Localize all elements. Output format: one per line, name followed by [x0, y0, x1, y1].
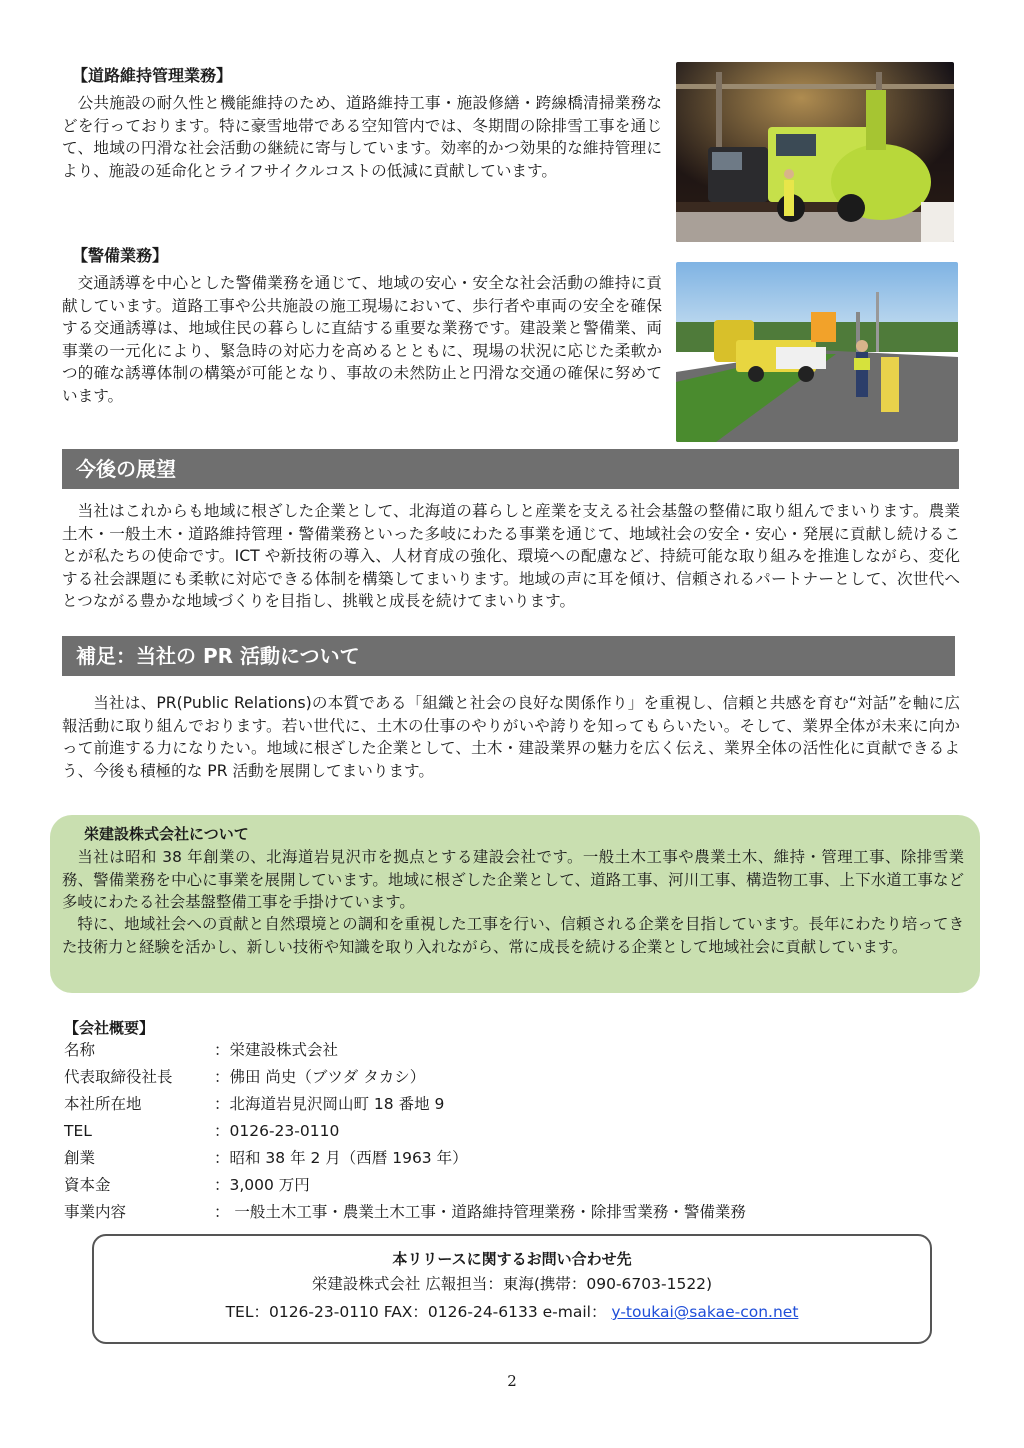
- overview-label: 本社所在地: [64, 1095, 142, 1113]
- about-company-box: [50, 815, 980, 993]
- road-section-title: 【道路維持管理業務】: [72, 66, 233, 85]
- about-company-title: 栄建設株式会社について: [84, 825, 249, 843]
- overview-label: 代表取締役社長: [64, 1068, 173, 1086]
- overview-label: 名称: [64, 1041, 96, 1059]
- contact-line-1: 栄建設株式会社 広報担当：東海(携帯：090-6703-1522): [311, 1275, 713, 1293]
- overview-title: 【会社概要】: [64, 1019, 155, 1037]
- security-section-body: 交通誘導を中心とした警備業務を通じて、地域の安心・安全な社会活動の維持に貢献しています。道路工事や公共施設の施工現場において、歩行者や車両の安全を確保する交通誘導は、地域住民の暮らしに直結する重要な業務です。建設業と警備業、両事業の一元化により、緊急時の対応力を高めるとともに、現場の状況に応じた柔軟かつ的確な誘導体制の構築が可能となり、事故の未然防止と円滑な交通の確保に努めています。: [62, 274, 662, 405]
- traffic-guidance-photo: [676, 262, 958, 442]
- contact-tel-fax: TEL：0126-23-0110 FAX：0126-24-6133 e-mail：: [225, 1303, 612, 1321]
- overview-value: ：北海道岩見沢岡山町 18 番地 9: [214, 1095, 445, 1113]
- pr-heading: 補足：当社の PR 活動について: [62, 636, 955, 676]
- outlook-body: 当社はこれからも地域に根ざした企業として、北海道の暮らしと産業を支える社会基盤の整備に取り組んでまいります。農業土木・一般土木・道路維持管理・警備業務といった多岐にわたる事業を通じて、地域社会の安全・安心・発展に貢献し続けることが私たちの使命です。ICT や新技術の導入、人材育成の強化、環境への配慮など、持続可能な取り組みを推進しながら、変化する社会課題にも柔軟に対応できる体制を構築してまいります。地域の声に耳を傾け、信頼されるパートナーとして、次世代へとつながる豊かな地域づくりを目指し、挑戦と成長を続けてまいります。: [62, 502, 960, 610]
- overview-label: 資本金: [64, 1176, 111, 1194]
- overview-label: 創業: [64, 1149, 96, 1167]
- page-number: 2: [507, 1372, 517, 1390]
- overview-value: ：栄建設株式会社: [214, 1041, 339, 1059]
- security-section-title: 【警備業務】: [72, 246, 169, 265]
- contact-email-link[interactable]: y-toukai@sakae-con.net: [611, 1303, 799, 1321]
- overview-value: ：佛田 尚史（ブツダ タカシ）: [214, 1068, 426, 1086]
- overview-label: TEL: [64, 1122, 92, 1140]
- about-company-para-1: 当社は昭和 38 年創業の、北海道岩見沢市を拠点とする建設会社です。一般土木工事や農業土木、維持・管理工事、除排雪業務、警備業務を中心に事業を展開しています。地域に根ざした企業として、道路工事、河川工事、構造物工事、上下水道工事など多岐にわたる社会基盤整備工事を手掛けています。: [62, 848, 964, 911]
- contact-box: [92, 1234, 932, 1344]
- outlook-heading: 今後の展望: [62, 449, 959, 489]
- overview-value: ：昭和 38 年 2 月（西暦 1963 年）: [214, 1149, 468, 1167]
- overview-label: 事業内容: [64, 1203, 127, 1221]
- snow-removal-photo: [676, 62, 954, 242]
- overview-value: ：0126-23-0110: [214, 1122, 340, 1140]
- overview-value: ： 一般土木工事・農業土木工事・道路維持管理業務・除排雪業務・警備業務: [214, 1203, 746, 1221]
- road-section-body: 公共施設の耐久性と機能維持のため、道路維持工事・施設修繕・跨線橋清掃業務などを行っております。特に豪雪地帯である空知管内では、冬期間の除排雪工事を通じて、地域の円滑な社会活動の継続に寄与しています。効率的かつ効果的な維持管理により、施設の延命化とライフサイクルコストの低減に貢献しています。: [62, 94, 662, 180]
- pr-body: 当社は、PR(Public Relations)の本質である「組織と社会の良好な関係作り」を重視し、信頼と共感を育む“対話”を軸に広報活動に取り組んでおります。若い世代に、土木の仕事のやりがいや誇りを知ってもらいたい。そして、業界全体が未来に向かって前進する力になりたい。地域に根ざした企業として、土木・建設業界の魅力を広く伝え、業界全体の活性化に貢献できるよう、今後も積極的な PR 活動を展開してまいります。: [62, 694, 960, 780]
- about-company-para-2: 特に、地域社会への貢献と自然環境との調和を重視した工事を行い、信頼される企業を目指しています。長年にわたり培ってきた技術力と経験を活かし、新しい技術や知識を取り入れながら、常に成長を続ける企業として地域社会に貢献しています。: [62, 915, 964, 956]
- contact-title: 本リリースに関するお問い合わせ先: [392, 1250, 632, 1268]
- contact-line-2: [94, 1298, 930, 1326]
- overview-value: ：3,000 万円: [214, 1176, 310, 1194]
